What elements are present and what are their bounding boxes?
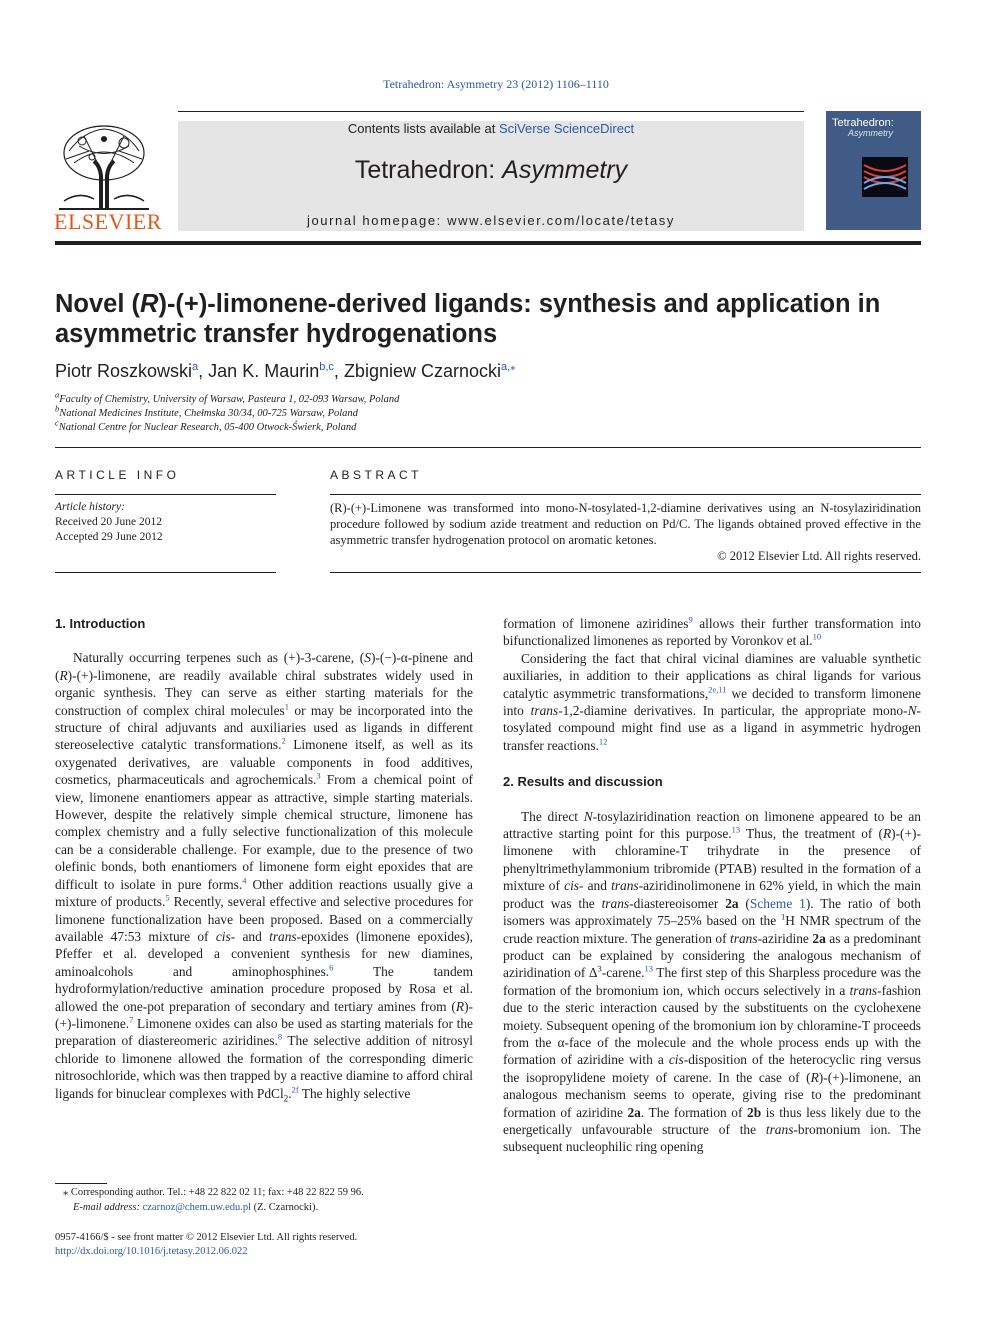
homepage-label: journal homepage:: [306, 213, 448, 228]
elsevier-tree-logo-icon: [54, 121, 154, 211]
results-heading: 2. Results and discussion: [503, 774, 663, 790]
email-label: E-mail address:: [73, 1201, 143, 1213]
corresponding-author-footnote: [55, 1186, 475, 1215]
article-info-rule: [55, 494, 276, 495]
left-column: [55, 615, 473, 1108]
abstract-rule: [330, 494, 921, 495]
cover-title: Tetrahedron:: [832, 117, 894, 129]
abstract-bottom-rule: [330, 572, 921, 573]
author-name: Piotr Roszkowski: [55, 361, 193, 381]
affiliation: $^b$National Medicines Institute, Chełmska 30/34, 00-725 Warsaw, Poland: [55, 403, 358, 419]
email-link[interactable]: czarnoz@chem.uw.edu.pl: [142, 1201, 252, 1213]
author-affil-sup[interactable]: a,⁎: [501, 361, 516, 373]
abstract-heading: ABSTRACT: [330, 468, 423, 482]
received-date: Received 20 June 2012: [55, 516, 162, 528]
issn-block: [55, 1231, 357, 1259]
journal-citation[interactable]: Tetrahedron: Asymmetry 23 (2012) 1106–1110: [383, 77, 609, 91]
doi-link[interactable]: http://dx.doi.org/10.1016/j.tetasy.2012.06.022: [55, 1246, 248, 1257]
affiliation: $^c$National Centre for Nuclear Research, 05-400 Otwock-Świerk, Poland: [55, 417, 357, 433]
homepage-url[interactable]: www.elsevier.com/locate/tetasy: [447, 213, 675, 228]
results-paragraph: The direct N-tosylaziridination reaction on limonene appeared to be an attractive starting point for this purpose.$^{13}$ Thus, the treatment of (R)-(+)-limonene with chloramine-T trihydrate in the presence of phenyltrimethylammonium tribromide (PTAB) resulted in the formation of a mixture of cis- and trans-aziridinolimonene in 62% yield, in which the main product was the trans-diastereoisomer 2a (Scheme 1). The ratio of both isomers was approximately 75–25% based on the $^1$H NMR spectrum of the crude reaction mixture. The generation of trans-aziridine 2a as a predominant product can be explained by considering the analogous mechanism of aziridination of $\Delta^3-carene.^{13}$ The first step of this Sharpless procedure was the formation of the bromonium ion, which occurs selectively in a trans-fashion due to the steric interaction caused by the substituents on the cyclohexene moiety. Subsequent opening of the bromonium ion by chloramine-T proceeds from the α-face of the molecule and the whole process ends up with the formation of aziridine with a cis-disposition of the heterocyclic ring versus the isopropylidene moiety of carene. In the case of (R)-(+)-limonene, an analogous mechanism seems to operate, giving rise to the predominant formation of aziridine 2a. The formation of 2b is thus less likely due to the energetically unfavourable structure of the trans-bromonium ion. The subsequent nucleophilic ring opening: [503, 808, 922, 1155]
email-suffix: (Z. Czarnocki).: [251, 1201, 319, 1213]
abstract-text: (R)-(+)-Limonene was transformed into mono-N-tosylated-1,2-diamine derivatives using an N-tosylaziridination procedure followed by sodium azide treatment and reduction on Pd/C. The ligands obtained proved effective in the asymmetric transfer hydrogenation protocol on aromatic ketones.: [330, 501, 921, 547]
intro-paragraph: Considering the fact that chiral vicinal diamines are valuable synthetic auxiliaries, in addition to their applications as chiral ligands for various catalytic asymmetric transformations,$^{2e,11}$ we decided to transform limonene into trans-1,2-diamine derivatives. In particular, the appropriate mono-N-tosylated compound might find use as a ligand in asymmetric hydrogen transfer reactions.$^{12}$: [503, 650, 922, 753]
header-top-rule: [178, 111, 804, 112]
author-list: Piotr Roszkowski$^a$, Jan K. Maurin$^{b,c}$, Zbigniew Czarnocki$^{a,⁎}$: [55, 361, 516, 381]
article-title: Novel (R)-(+)-limonene-derived ligands: synthesis and application in asymmetric transfer hydrogenations: [55, 290, 881, 348]
corresponding-contact: ⁎ Corresponding author. Tel.: +48 22 822 02 11; fax: +48 22 822 59 96.: [63, 1187, 364, 1198]
intro-paragraph-continued: formation of limonene aziridines$^9$ allows their further transformation into bifunctionalized limonenes as reported by Voronkov et al.$^{10}$: [503, 614, 921, 649]
issn-line: 0957-4166/$ - see front matter © 2012 Elsevier Ltd. All rights reserved.: [55, 1232, 358, 1243]
intro-heading: 1. Introduction: [55, 616, 146, 631]
history-label: Article history:: [55, 501, 125, 513]
journal-homepage: [178, 213, 804, 228]
author-name: Zbigniew Czarnocki: [343, 361, 501, 381]
right-column: [503, 615, 921, 1156]
cover-subtitle: Asymmetry: [848, 128, 893, 138]
contents-line: [178, 121, 804, 136]
author-name: Jan K. Maurin: [208, 361, 320, 381]
contents-prefix: Contents lists available at: [347, 121, 499, 136]
article-info-bottom-rule: [55, 572, 276, 573]
article-info-heading: ARTICLE INFO: [55, 468, 180, 482]
title-bottom-rule: [55, 447, 921, 448]
header-bottom-rule: [55, 241, 921, 245]
cover-graphic-icon: [862, 157, 908, 197]
footnote-rule: [55, 1183, 107, 1184]
elsevier-wordmark: ELSEVIER: [54, 209, 162, 234]
intro-paragraph: Naturally occurring terpenes such as (+)-3-carene, (S)-(−)-α-pinene and (R)-(+)-limonene, are readily available chiral substrates widely used in organic synthesis. They can serve as either starting materials for the construction of complex chiral molecules$^1$ or may be incorporated into the structure of chiral adjuvants and auxiliaries used as ligands in different stereoselective catalytic transformations.$^2$ Limonene itself, as well as its oxygenated derivatives, are valuable components in food additives, cosmetics, pharmaceuticals and agrochemicals.$^3$ From a chemical point of view, limonene enantiomers appear as attractive, simple starting materials. However, despite the relatively simple chemical structure, limonene has complex chemistry and a fully selective functionalization of this molecule can be a considerable challenge. For example, due to the presence of two olefinic bonds, both enantiomers of limonene form eight epoxides that are difficult to isolate in pure forms.$^4$ Other addition reactions usually give a mixture of products.$^5$ Recently, several effective and selective procedures for limonene functionalization have been proposed. Based on a commercially available 47:53 mixture of cis- and trans-epoxides (limonene epoxides), Pfeffer et al. developed a convenient synthesis for new diamines, aminoalcohols and aminophosphines.$^6$ The tandem hydroformylation/reductive amination procedure proposed by Rosa et al. allowed the one-pot preparation of secondary and tertiary amines from (R)-(+)-limonene.$^7$ Limonene oxides can also be used as starting materials for the preparation of diastereomeric aziridines.$^8$ The selective addition of nitrosyl chloride to limonene allowed the formation of the corresponding dimeric nitrosochloride, which was then trapped by a reactive diamine to afford chiral ligands for binuclear complexes with PdCl$_2$.$^{2f}$ The highly selective: [55, 650, 474, 1104]
affiliation: $^a$Faculty of Chemistry, University of Warsaw, Pasteura 1, 02-093 Warsaw, Poland: [55, 389, 400, 405]
author-affil-sup[interactable]: b,c: [319, 361, 334, 373]
sciencedirect-link[interactable]: SciVerse ScienceDirect: [498, 121, 635, 136]
article-history: [55, 500, 163, 545]
journal-title: Tetrahedron: Asymmetry: [354, 156, 628, 184]
abstract-copyright: © 2012 Elsevier Ltd. All rights reserved.: [717, 549, 921, 563]
accepted-date: Accepted 29 June 2012: [55, 531, 163, 543]
journal-cover-image: [826, 111, 921, 230]
author-affil-sup[interactable]: a: [192, 361, 199, 373]
